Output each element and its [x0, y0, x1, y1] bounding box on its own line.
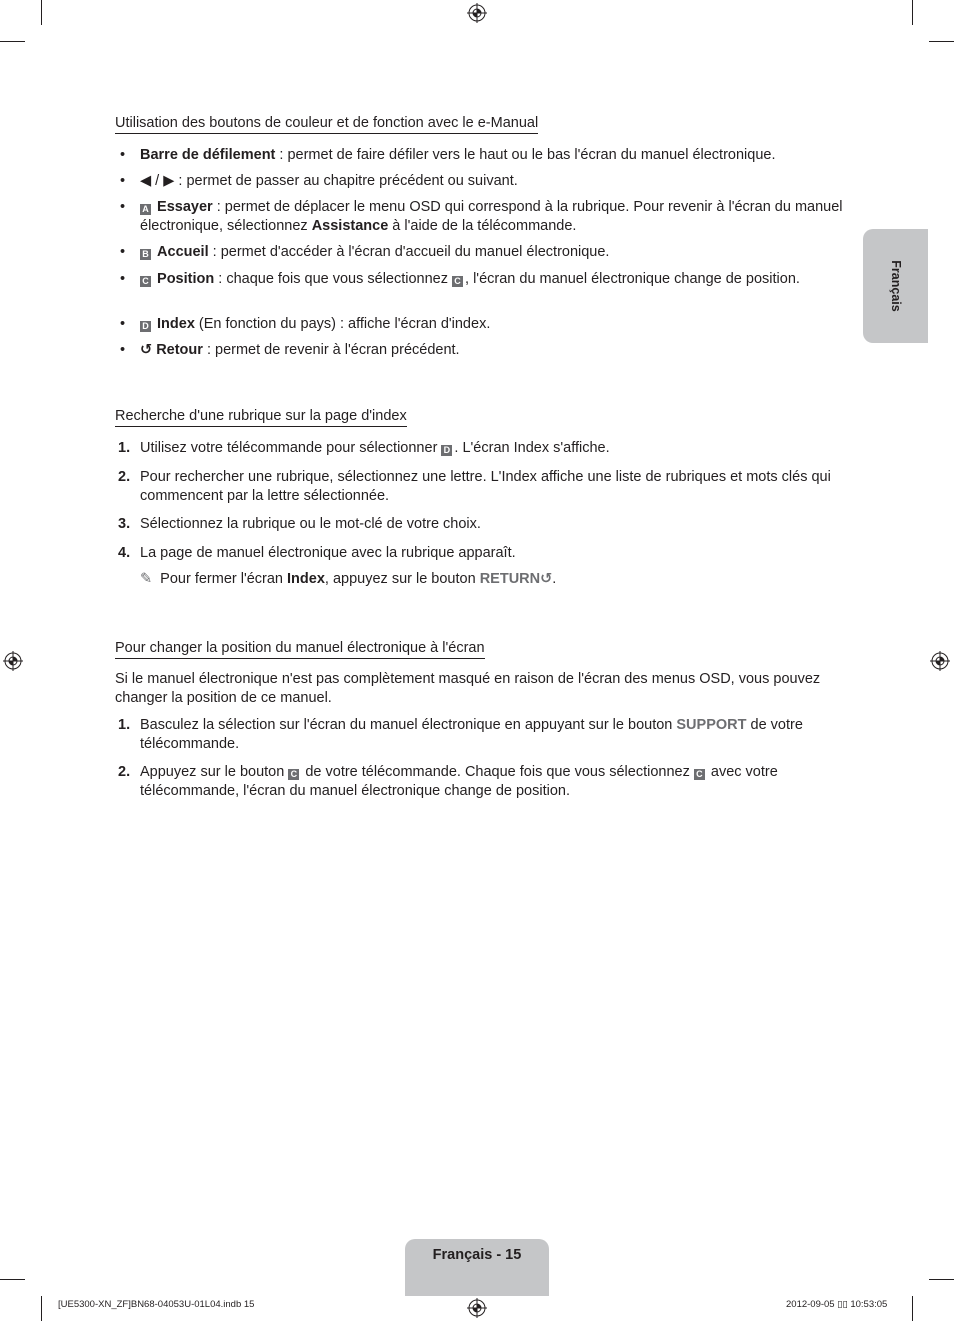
step-item: 3. Sélectionnez la rubrique ou le mot-clé de votre choix. — [118, 516, 481, 532]
list-item: • D Index (En fonction du pays) : affiche l'écran d'index. — [120, 316, 491, 332]
step-item: 1. Basculez la sélection sur l'écran du manuel électronique en appuyant sur le bouton SUPPORT de votre télécommande. — [118, 717, 803, 752]
c-key-icon: C — [694, 769, 705, 780]
crop-mark — [41, 1296, 42, 1321]
crop-mark — [912, 0, 913, 25]
page-number: Français - 15 — [432, 1247, 522, 1263]
note-pencil-icon: ✎ — [140, 571, 153, 587]
intro-paragraph: Si le manuel électronique n'est pas complètement masqué en raison de l'écran des menus OSD, vous pouvez changer la position de ce manuel. — [115, 671, 821, 706]
language-side-tab-label: Français — [888, 260, 903, 312]
registration-mark-icon — [467, 3, 487, 23]
registration-mark-icon — [467, 1298, 487, 1318]
c-key-icon: C — [452, 276, 463, 287]
d-key-icon: D — [140, 321, 151, 332]
registration-mark-icon — [930, 651, 950, 671]
crop-mark — [41, 0, 42, 25]
list-item: • ◀ / ▶ : permet de passer au chapitre précédent ou suivant. — [120, 173, 518, 189]
registration-mark-icon — [3, 651, 23, 671]
crop-mark — [929, 1279, 954, 1280]
footer-file-info: [UE5300-XN_ZF]BN68-04053U-01L04.indb 15 — [58, 1299, 255, 1310]
list-item: • C Position : chaque fois que vous sélectionnez C , l'écran du manuel électronique change de position. — [120, 271, 800, 287]
list-item: • Barre de défilement : permet de faire défiler vers le haut ou le bas l'écran du manuel électronique. — [120, 147, 776, 163]
list-item: • B Accueil : permet d'accéder à l'écran d'accueil du manuel électronique. — [120, 244, 610, 260]
b-key-icon: B — [140, 249, 151, 260]
a-key-icon: A — [140, 204, 151, 215]
item-term: Barre de défilement — [140, 147, 276, 163]
return-icon: ↺ — [140, 342, 153, 358]
d-key-icon: D — [441, 445, 452, 456]
note-item: ✎ Pour fermer l'écran Index, appuyez sur le bouton RETURN↺. — [140, 571, 557, 587]
step-item: 2. Appuyez sur le bouton C de votre télécommande. Chaque fois que vous sélectionnez C avec votre télécommande, l'écran du manuel électronique change de position. — [118, 764, 778, 799]
section-title: Pour changer la position du manuel électronique à l'écran — [115, 639, 485, 659]
return-button-label: RETURN↺ — [479, 571, 553, 587]
crop-mark — [0, 41, 25, 42]
language-side-tab — [863, 229, 928, 343]
c-key-icon: C — [288, 769, 299, 780]
crop-mark — [912, 1296, 913, 1321]
crop-mark — [929, 41, 954, 42]
step-item: 2. Pour rechercher une rubrique, sélectionnez une lettre. L'Index affiche une liste de rubriques et mots clés qui commencent par la lettre sélectionnée. — [118, 469, 831, 504]
section-title: Utilisation des boutons de couleur et de fonction avec le e-Manual — [115, 114, 538, 134]
arrow-left-right-icon: ◀ / ▶ — [140, 173, 175, 189]
page-number-tab — [405, 1239, 549, 1296]
step-item: 4. La page de manuel électronique avec la rubrique apparaît. — [118, 545, 516, 561]
crop-mark — [0, 1279, 25, 1280]
list-item: • ↺ Retour : permet de revenir à l'écran précédent. — [120, 342, 460, 358]
support-button-label: SUPPORT — [676, 717, 747, 733]
step-item: 1. Utilisez votre télécommande pour sélectionner D . L'écran Index s'affiche. — [118, 440, 610, 456]
c-key-icon: C — [140, 276, 151, 287]
list-item: • A Essayer : permet de déplacer le menu OSD qui correspond à la rubrique. Pour revenir à l'écran du manuel électronique, sélectionnez Assistance à l'aide de la télécommande. — [120, 199, 843, 234]
footer-datetime: 2012-09-05 ▯▯ 10:53:05 — [786, 1299, 888, 1310]
section-title: Recherche d'une rubrique sur la page d'index — [115, 407, 407, 427]
